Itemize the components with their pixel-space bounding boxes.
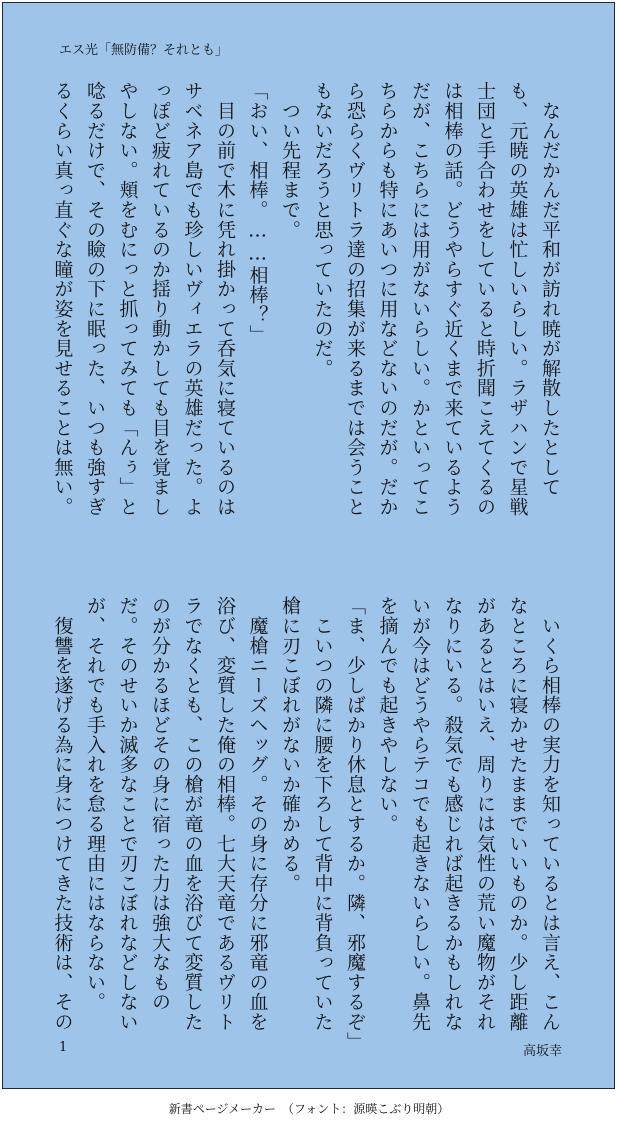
paragraph: 目の前で木に凭れ掛かって呑気に寝ているのはサベネア島でも珍しいヴィエラの英雄だった。よっぽど疲れているのか揺り動かしても目を覚ましやしない。頬をむにっと抓ってみても「んぅ」と唸るだけで、その瞼の下に眠った、いつも強すぎるくらい真っ直ぐな瞳が姿を見せることは無い。: [51, 81, 236, 517]
paragraph: 「ま、少しばかり休息とするか。隣、邪魔するぞ」: [344, 596, 366, 1052]
paragraph: 魔槍ニーズヘッグ。その身に存分に邪竜の血を浴び、変質した俺の相棒。七大天竜であるヴリトラでなくとも、この槍が竜の血を浴びて変質したのが分かるほどその身に宿った力は強大なものだ。そのせいか滅多なことで刃こぼれなどしないが、それでも手入れを怠る理由にはならない。: [84, 596, 269, 1032]
author-name: 高坂幸: [522, 1044, 562, 1059]
body-text-upper: [46, 81, 566, 533]
footer-credit: 新書ページメーカー （フォント：源暎こぶり明朝）: [168, 1102, 450, 1116]
paragraph: 「おい、相棒。……相棒？」: [246, 81, 269, 345]
page-title: エス光「無防備？それとも」: [59, 43, 229, 58]
book-page: [2, 2, 615, 1089]
paragraph: 復讐を遂げる為に身につけてきた技術は、その: [51, 596, 74, 1032]
paragraph: なんだかんだ平和が訪れ暁が解散したとしても、元暁の英雄は忙しいらしい。ラザハンで星戦士団と手合わせをしていると時折聞こえてくるのは相棒の話。どうやらすぐ近くまで来ているようだが、こちらには用がないらしい。かといってこちらからも特にあいつに用などないのだが。だから恐らくヴリトラ達の招集が来るまでは会うこともないだろうと思っていたのだ。: [311, 81, 561, 517]
paragraph: つい先程まで。: [279, 81, 301, 240]
paragraph: いくら相棒の実力を知っているとは言え、こんなところに寝かせたままでいいものか。少し距離があるとはいえ、周りには気性の荒い魔物がそれなりにいる。殺気でも感じれば起きるかもしれないが今はどうやらテコでも起きないらしい。鼻先を摘んでも起きやしない。: [376, 596, 561, 1032]
page-number: 1: [59, 1040, 68, 1055]
paragraph: こいつの隣に腰を下ろして背中に背負っていた槍に刃こぼれがないか確かめる。: [279, 596, 334, 1032]
